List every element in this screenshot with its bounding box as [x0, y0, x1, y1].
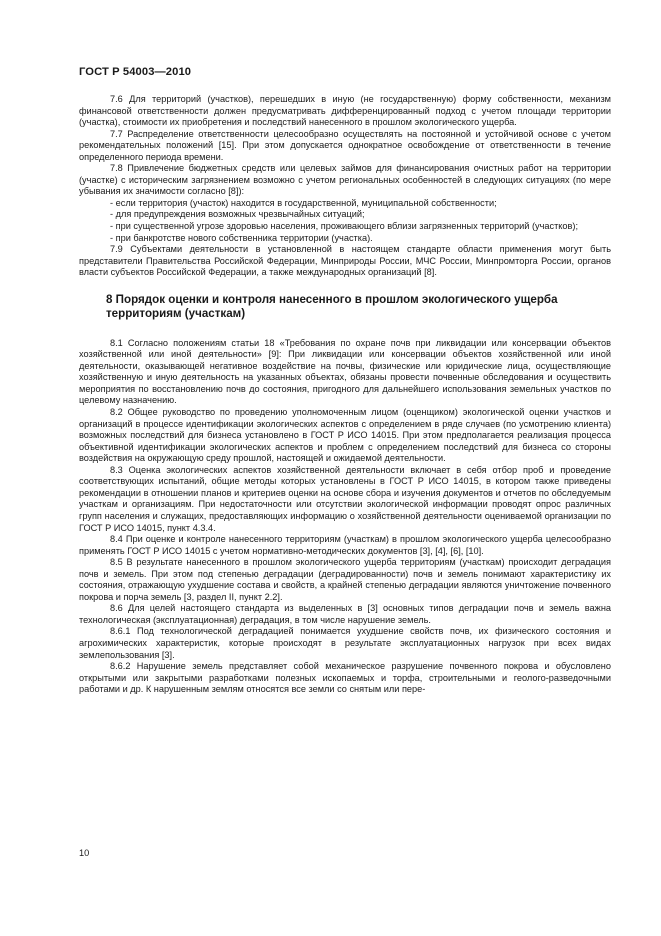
document-header: ГОСТ Р 54003—2010	[79, 66, 192, 78]
paragraph-7-6: 7.6 Для территорий (участков), перешедших в иную (не государственную) форму собственности, механизм финансовой ответственности должен предусматривать дифференцированный подход с учетом площади территории (участка), стоимости их приобретения и последствий нанесенного в прошлом экологического ущерба.	[79, 94, 611, 128]
paragraph-8-6: 8.6 Для целей настоящего стандарта из выделенных в [3] основных типов деградации почв и земель важна технологическая (эксплуатационная) деградация, в том числе нарушение земель.	[79, 603, 611, 625]
list-item: - если территория (участок) находится в государственной, муниципальной собственности;	[110, 197, 497, 208]
paragraph-8-2: 8.2 Общее руководство по проведению уполномоченным лицом (оценщиком) экологической оценки участков и организаций в процессе идентификации экологических аспектов с определением в ряде случаев (по усмотрению клиента) возможных последствий для бизнеса установлено в ГОСТ Р ИСО 14015. При этом предполагается реализация процесса объективной идентификации экологических аспектов и проблем с определением последствий для бизнеса со стороны воздействия на окружающую среду прошлой, настоящей и ожидаемой деятельности.	[79, 407, 611, 464]
paragraph-8-1: 8.1 Согласно положениям статьи 18 «Требования по охране почв при ликвидации или консервации объектов хозяйственной или иной деятельности» [9]: При ликвидации или консервации объектов хозяйственной или иной деятельности, оказывающей негативное воздействие на почвы, физические или юридические лица, осуществляющие хозяйственную и иную деятельность на указанных объектах, обязаны провести почвенные обследования и осуществить мероприятия по восстановлению почв до состояния, пригодного для дальнейшего использования земельных участков по целевому назначению.	[79, 337, 611, 406]
paragraph-8-6-2: 8.6.2 Нарушение земель представляет собой механическое разрушение почвенного покрова и обусловлено открытыми или закрытыми разработками полезных ископаемых и торфа, строительными и геолого-разведочными работами и др. К нарушенным землям относятся все земли со снятым или пере-	[79, 661, 611, 695]
list-item: - при существенной угрозе здоровью населения, проживающего вблизи загрязненных территорий (участков);	[110, 221, 579, 232]
page-number: 10	[79, 848, 90, 858]
list-item: - при банкротстве нового собственника территории (участка).	[110, 232, 373, 243]
section-heading: 8 Порядок оценки и контроля нанесенного в прошлом экологического ущерба территориям (участкам)	[106, 292, 558, 321]
paragraph-7-8: 7.8 Привлечение бюджетных средств или целевых займов для финансирования очистных работ на территории (участке) с историческим загрязнением возможно с учетом региональных особенностей в следующих ситуациях (по мере убывания их значимости согласно [8]):	[79, 163, 611, 197]
paragraph-8-5: 8.5 В результате нанесенного в прошлом экологического ущерба территориям (участкам) происходит деградация почв и земель. При этом под степенью деградации (деградированности) почв и земель понимают характеристику их состояния, отражающую ухудшение состава и свойств, а крайней степенью деградации являются уничтожение почвенного покрова и порча земель [3, раздел II, пункт 2.2].	[79, 557, 611, 602]
paragraph-8-4: 8.4 При оценке и контроле нанесенного территориям (участкам) в прошлом экологического ущерба целесообразно применять ГОСТ Р ИСО 14015 с учетом нормативно-методических документов [3], [4], [6], [10].	[79, 534, 611, 556]
paragraph-7-9: 7.9 Субъектами деятельности в установленной в настоящем стандарте области применения могут быть представители Правительства Российской Федерации, Минприроды России, МЧС России, Минпромторга России, органов власти субъектов Российской Федерации, а также международных организаций [8].	[79, 244, 611, 278]
paragraph-8-3: 8.3 Оценка экологических аспектов хозяйственной деятельности включает в себя отбор проб и проведение соответствующих испытаний, общие методы которых установлены в ГОСТ Р ИСО 14015, в котором также приведены рекомендации в отношении планов и критериев оценки на основе сбора и изучения документов и отчетов по обследуемым участкам и организациям. При недостаточности или отсутствии экологической информации проводят опрос различных групп населения и служащих, предоставляющих информацию о хозяйственной деятельности оцениваемой организации по ГОСТ Р ИСО 14015, пункт 4.3.4.	[79, 464, 611, 533]
paragraph-8-6-1: 8.6.1 Под технологической деградацией понимается ухудшение свойств почв, их физического состояния и агрохимических характеристик, которые происходят в результате эксплуатационных нагрузок при всех видах землепользования [3].	[79, 626, 611, 660]
list-item: - для предупреждения возможных чрезвычайных ситуаций;	[110, 209, 365, 220]
document-body	[79, 94, 611, 696]
paragraph-7-7: 7.7 Распределение ответственности целесообразно осуществлять на постоянной и устойчивой основе с учетом рекомендательных положений [15]. При этом допускается однократное освобождение от ответственности в течение определенного периода времени.	[79, 128, 611, 162]
